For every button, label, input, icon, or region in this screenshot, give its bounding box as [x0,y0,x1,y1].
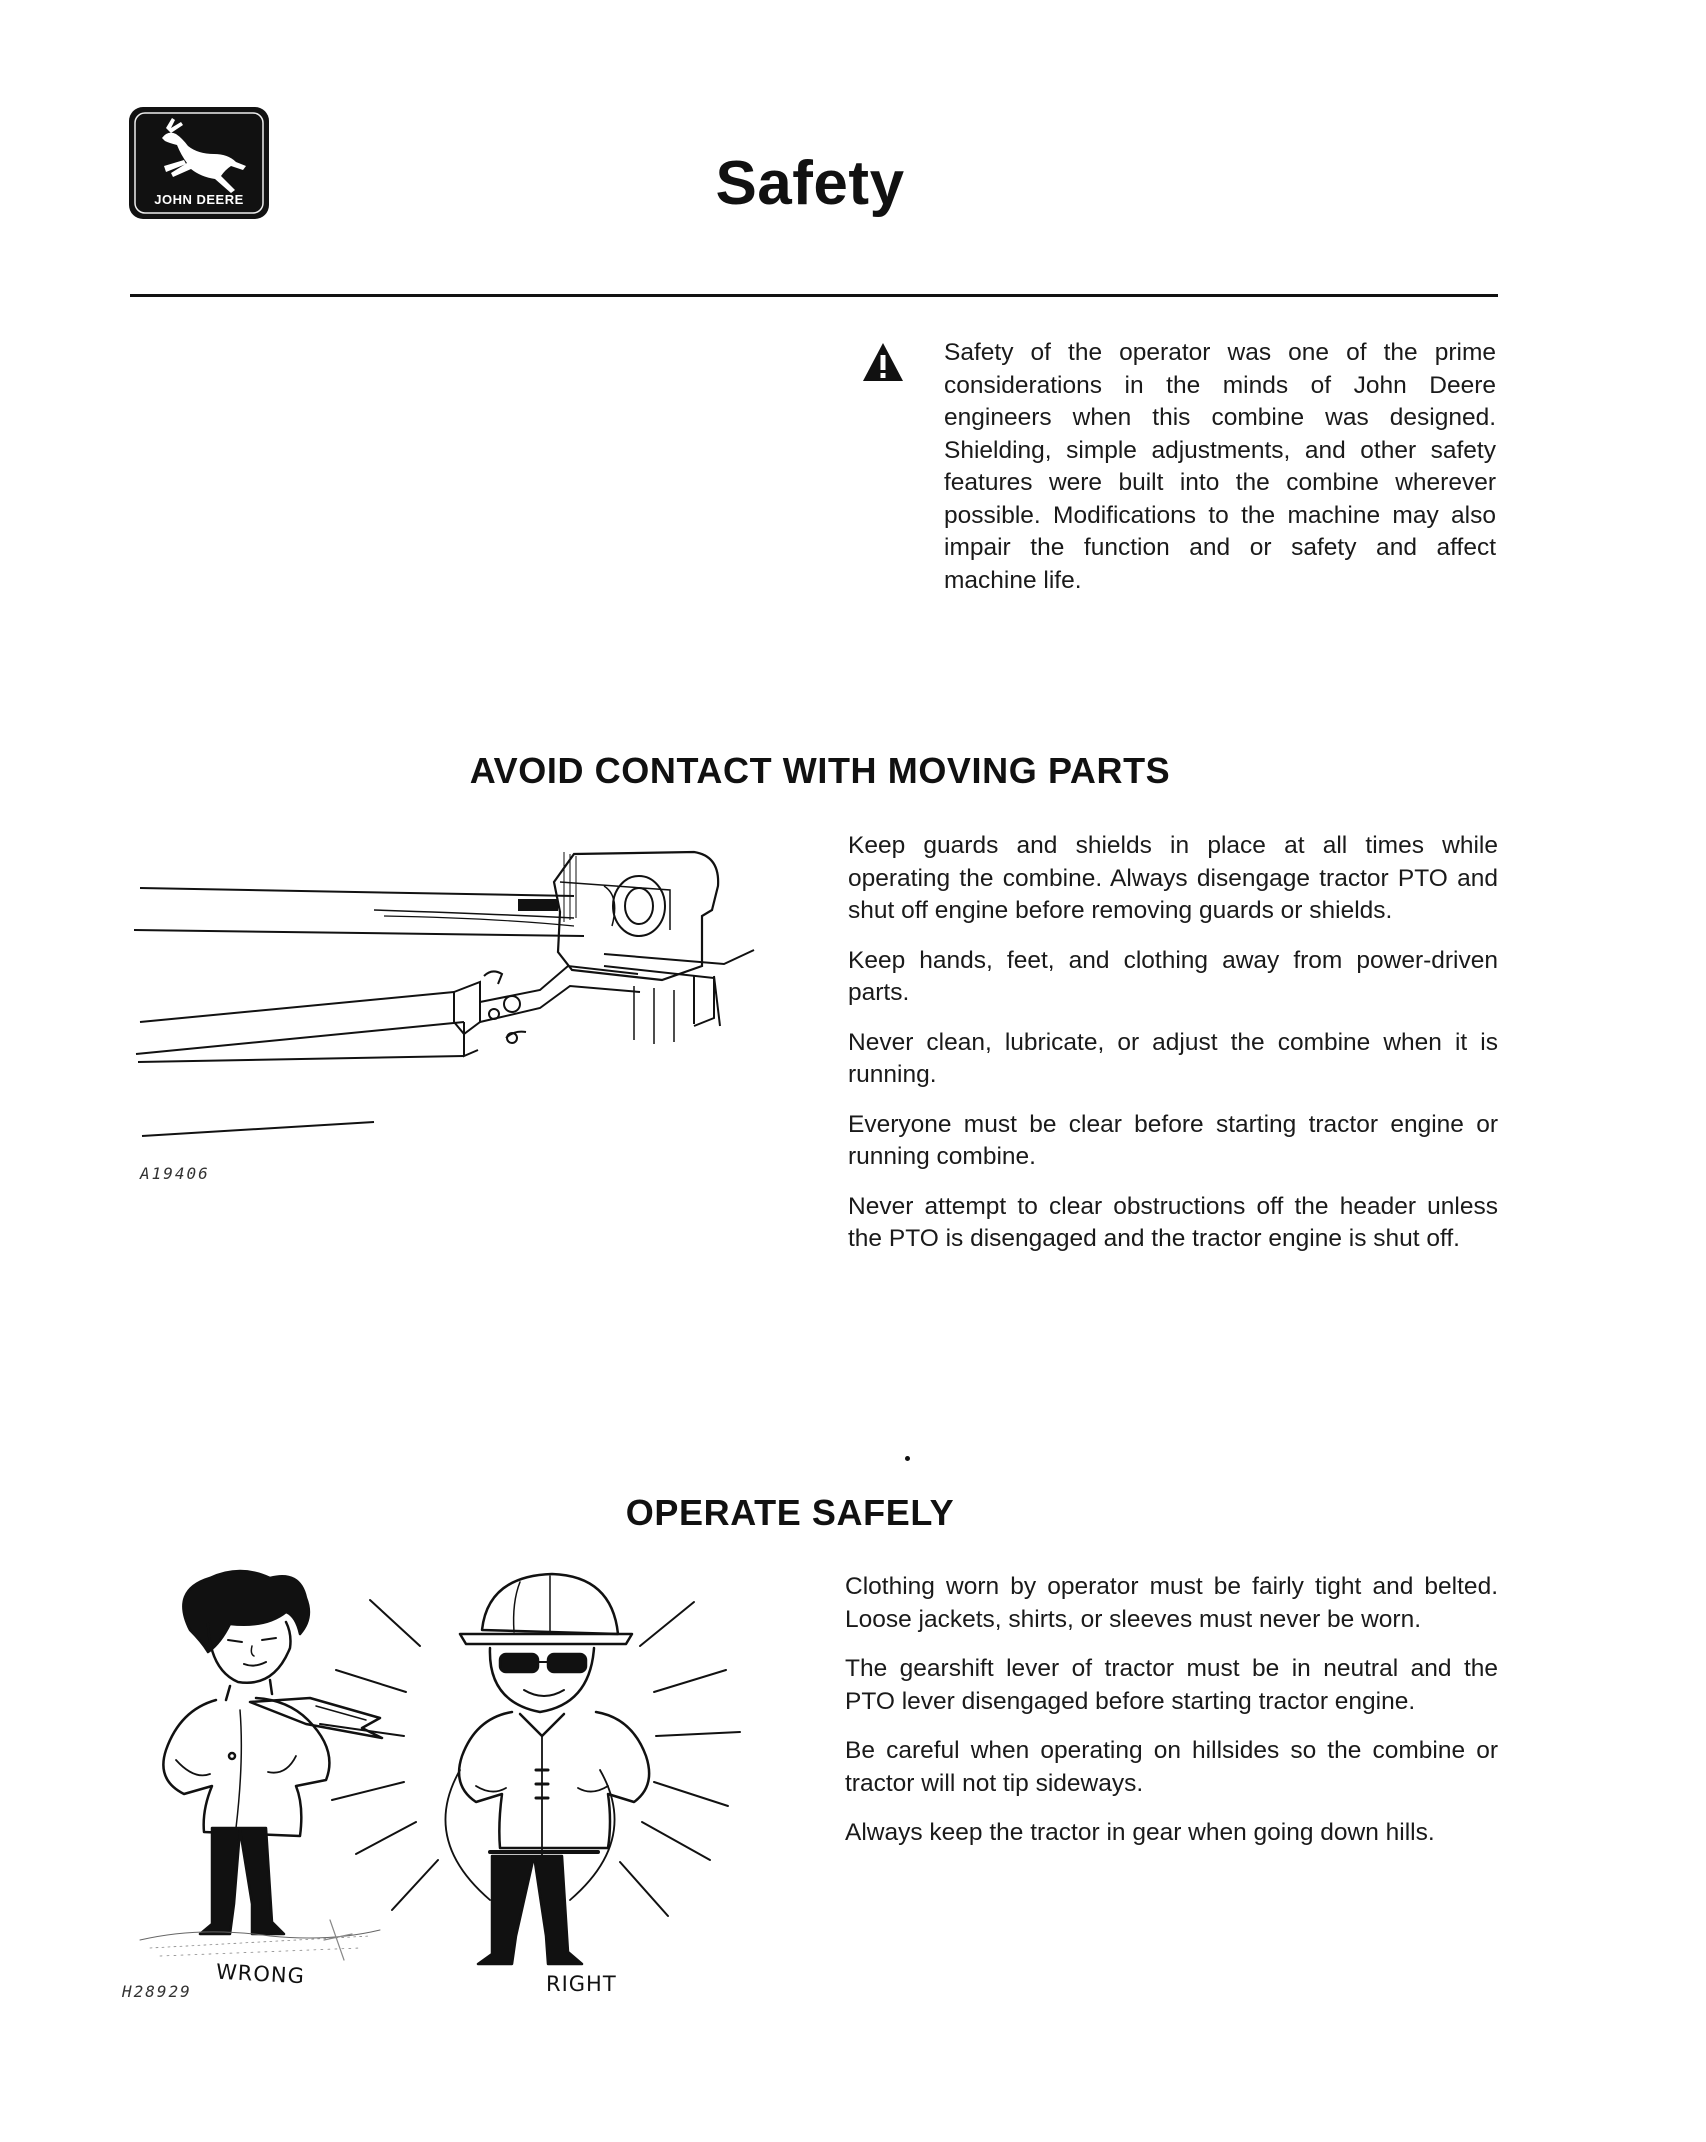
moving-parts-paragraph: Never clean, lubricate, or adjust the combine when it is running. [848,1028,1498,1088]
operate-paragraph: Be careful when operating on hillsides so the combine or tractor will not tip sideways. [845,1737,1498,1797]
pto-shaft-illustration [134,826,774,1156]
logo-wordmark: JOHN DEERE [154,192,244,207]
moving-parts-paragraph: Keep guards and shields in place at all times while operating the combine. Always disengage tractor PTO and shut off engine before removing guards or shields. [848,832,1498,924]
warning-triangle-icon [862,342,904,382]
caption-right: RIGHT [546,1972,617,1996]
figure-id-h28929: H28929 [122,1982,192,2001]
heading-operate-safely: OPERATE SAFELY [625,1492,955,1533]
figure-id-a19406: A19406 [140,1164,210,1183]
john-deere-logo [126,104,272,222]
moving-parts-paragraph: Never attempt to clear obstructions off the header unless the PTO is disengaged and the tractor engine is shut off. [848,1192,1498,1252]
intro-paragraph [944,337,1496,614]
operate-paragraph: The gearshift lever of tractor must be in neutral and the PTO lever disengaged before starting tractor engine. [845,1655,1498,1715]
right-operator-figure [320,1574,740,1964]
moving-parts-text [848,830,1498,1273]
operate-safely-text [845,1571,1498,1867]
scan-speck [905,1456,910,1461]
operate-paragraph: Clothing worn by operator must be fairly tight and belted. Loose jackets, shirts, or sleeves must never be worn. [845,1573,1498,1633]
intro-text: Safety of the operator was one of the prime considerations in the minds of John Deere engineers when this combine was designed. Shielding, simple adjustments, and other safety features were built into the combine wherever possible. Modifications to the machine may also impair the function and or safety and affect machine life. [944,339,1496,594]
moving-parts-paragraph: Everyone must be clear before starting tractor engine or running combine. [848,1110,1498,1170]
operate-paragraph: Always keep the tractor in gear when going down hills. [845,1819,1435,1846]
page-title: Safety [715,149,905,218]
moving-parts-paragraph: Keep hands, feet, and clothing away from power-driven parts. [848,946,1498,1006]
wrong-operator-figure [140,1571,382,1960]
heading-avoid-moving-parts: AVOID CONTACT WITH MOVING PARTS [469,750,1171,791]
operator-clothing-illustration [120,1560,760,2000]
header-divider [130,294,1498,297]
caption-wrong: WRONG [215,1959,306,1989]
